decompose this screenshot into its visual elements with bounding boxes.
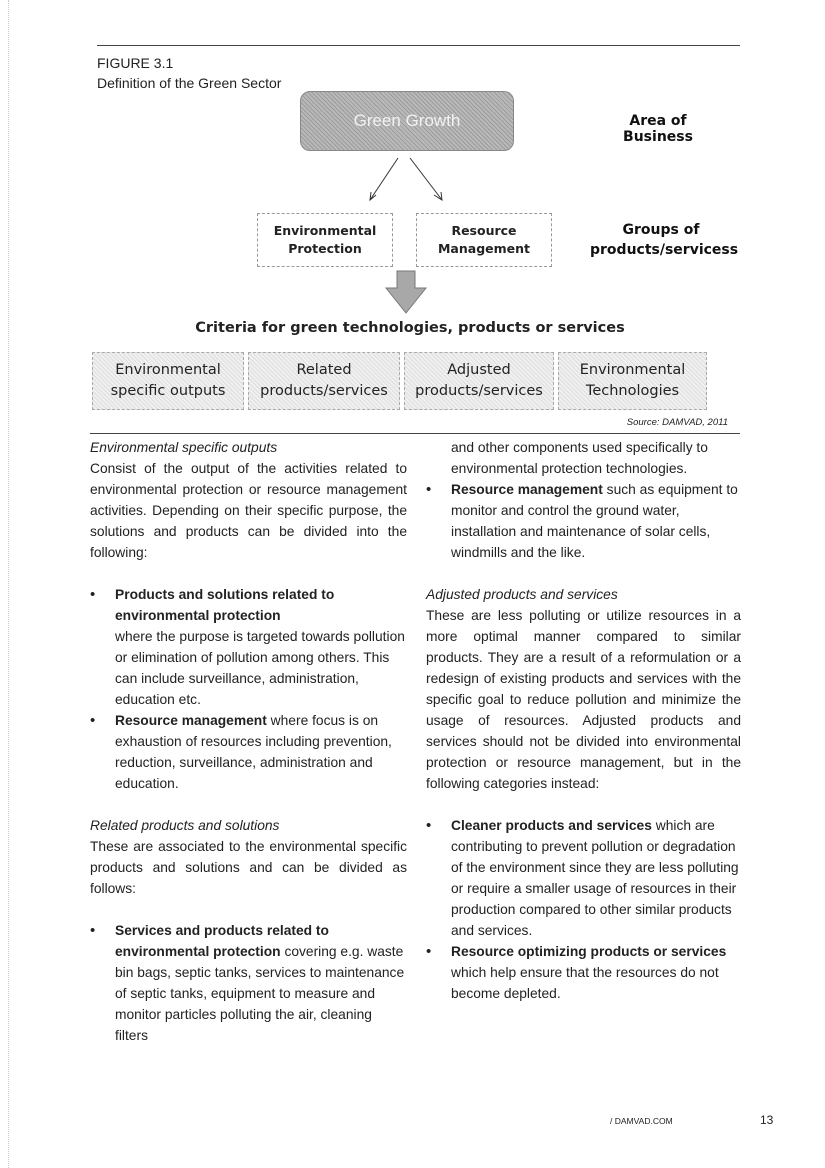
figure-bottom-rule xyxy=(90,433,740,434)
connector-arrows xyxy=(330,150,490,210)
list-item xyxy=(90,584,407,710)
figure-source: Source: DAMVAD, 2011 xyxy=(626,417,728,428)
page-number: 13 xyxy=(760,1113,774,1127)
page-edge-rule xyxy=(8,0,9,1168)
paragraph-continued: and other components used specifically to environmental protection technologies. xyxy=(451,440,708,476)
groups-label: Groups of products/servicess xyxy=(590,222,739,258)
figure-top-rule xyxy=(97,45,740,46)
criteria-title: Criteria for green technologies, products or services xyxy=(195,320,625,336)
bullet-bold: Resource optimizing products or services xyxy=(451,944,727,959)
down-arrow-icon xyxy=(385,270,427,314)
figure-label: FIGURE 3.1 xyxy=(97,55,174,71)
paragraph: These are less polluting or utilize resources in a more optimal manner compared to similar products. They are a result of a reformulation or a redesign of existing products and services with the specific goal to reduce pollution and minimize the usage of resources. Adjusted products and services should not be divided into environmental protection or resource management, but in the following categories instead: xyxy=(426,608,741,791)
group-box-environmental-protection xyxy=(257,213,393,267)
green-growth-label: Green Growth xyxy=(353,111,461,130)
right-column xyxy=(426,437,741,1004)
green-growth-box xyxy=(300,91,514,151)
bullet-text: where focus is on exhaustion of resources including prevention, reduction, surveillance, administration and education. xyxy=(115,713,392,791)
bullet-list xyxy=(426,815,741,1004)
bullet-list xyxy=(90,584,407,794)
criteria-label: Environmental specific outputs xyxy=(110,362,226,399)
criteria-box-technologies xyxy=(558,352,707,410)
bullet-bold: Cleaner products and services xyxy=(451,818,652,833)
figure-title: Definition of the Green Sector xyxy=(97,75,282,91)
criteria-label: Related products/services xyxy=(260,362,388,399)
bullet-list xyxy=(90,920,407,1046)
paragraph: Consist of the output of the activities related to environmental protection or resource management activities. Depending on their specific purpose, the solutions and products can be divided into the following: xyxy=(90,461,407,560)
list-item xyxy=(426,941,741,1004)
bullet-text: where the purpose is targeted towards pollution or elimination of pollution among others. This can include surveillance, administration, education etc. xyxy=(115,629,405,707)
bullet-text: such as equipment to monitor and control the ground water, installation and maintenance of solar cells, windmills and the like. xyxy=(451,482,738,560)
group-label: Environmental Protection xyxy=(273,223,377,256)
criteria-box-related xyxy=(248,352,400,410)
bullet-text: which help ensure that the resources do not become depleted. xyxy=(451,965,719,1001)
list-item xyxy=(426,815,741,941)
group-box-resource-management xyxy=(416,213,552,267)
heading-adjusted-products: Adjusted products and services xyxy=(426,587,618,602)
criteria-box-adjusted xyxy=(404,352,554,410)
bullet-list xyxy=(426,479,741,563)
bullet-text: which are contributing to prevent pollution or degradation of the environment since they are less polluting or require a smaller usage of resources in their production compared to other similar products and services. xyxy=(451,818,739,938)
bullet-bold: Resource management xyxy=(451,482,603,497)
bullet-bold: Services and products related to environmental protection xyxy=(115,923,329,959)
criteria-box-environmental-outputs xyxy=(92,352,244,410)
left-column xyxy=(90,437,407,1046)
bullet-bold: Resource management xyxy=(115,713,267,728)
list-item xyxy=(426,479,741,563)
group-label: Resource Management xyxy=(437,223,530,256)
heading-related-products: Related products and solutions xyxy=(90,818,280,833)
criteria-label: Environmental Technologies xyxy=(579,362,686,399)
criteria-label: Adjusted products/services xyxy=(415,362,543,399)
list-item xyxy=(90,710,407,794)
bullet-text: covering e.g. waste bin bags, septic tanks, services to maintenance of septic tanks, equipment to measure and monitor particles polluting the air, cleaning filters xyxy=(115,944,405,1043)
area-of-business-label: Area of Business xyxy=(623,113,693,145)
paragraph: These are associated to the environmental specific products and solutions and can be divided as follows: xyxy=(90,839,407,896)
footer-site: / DAMVAD.COM xyxy=(610,1116,673,1126)
bullet-bold: Products and solutions related to environmental protection xyxy=(115,587,335,623)
heading-environmental-outputs: Environmental specific outputs xyxy=(90,440,278,455)
list-item xyxy=(90,920,407,1046)
